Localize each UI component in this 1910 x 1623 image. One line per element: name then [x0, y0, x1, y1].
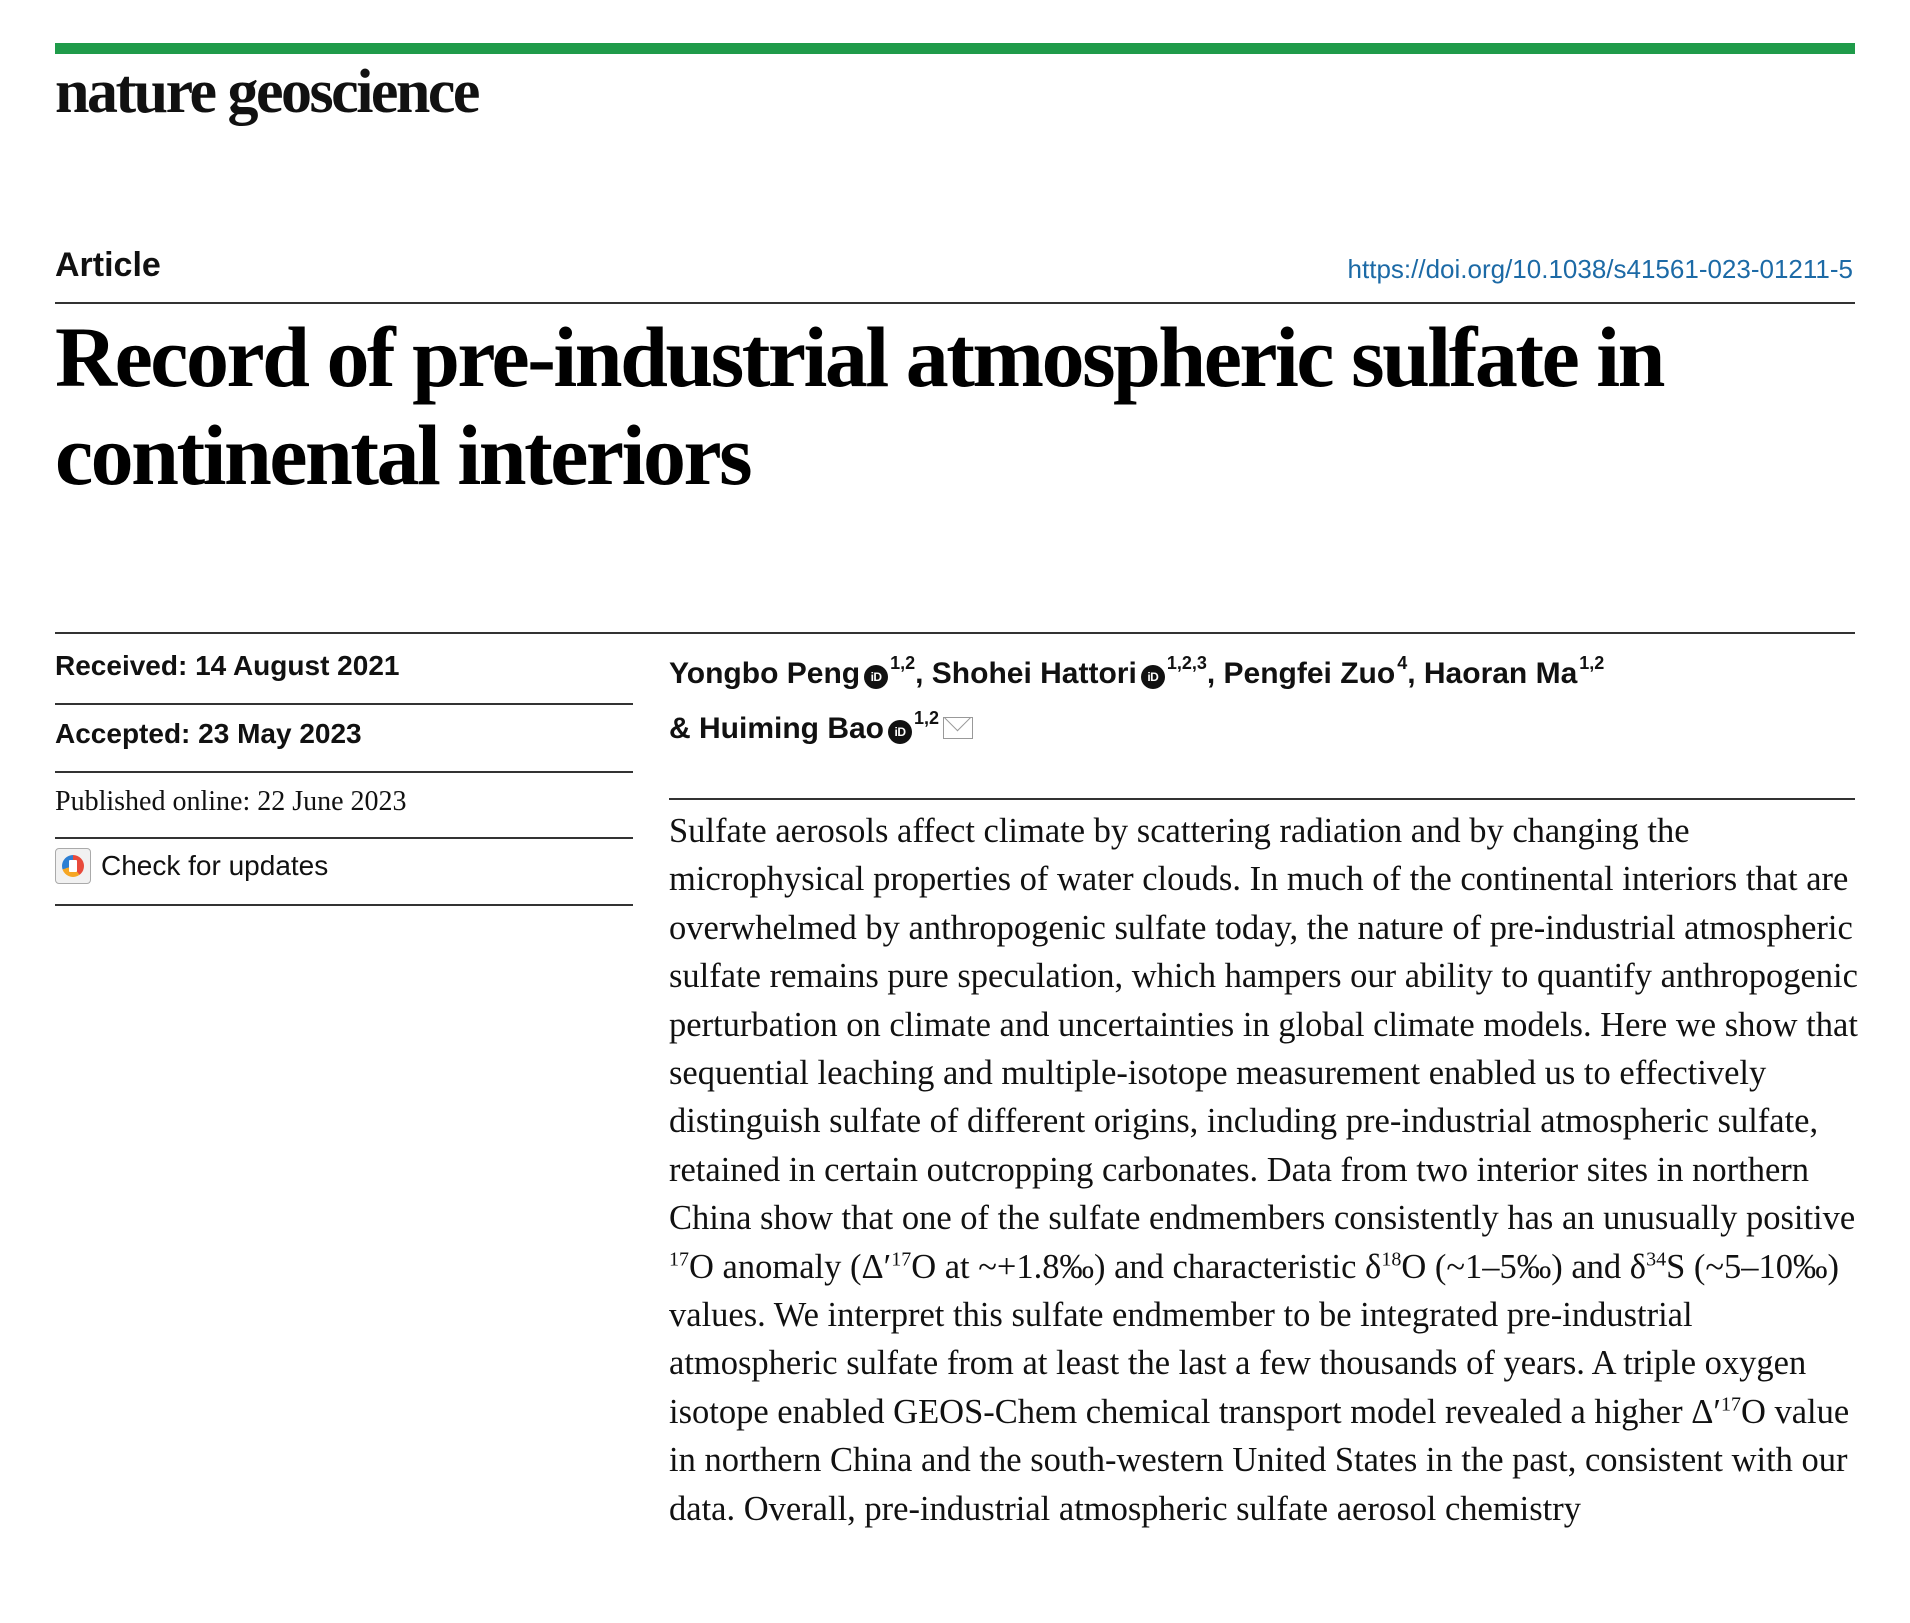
author-name[interactable]: Shohei Hattori [931, 657, 1137, 690]
author-name[interactable]: Yongbo Peng [669, 657, 861, 690]
email-icon[interactable] [943, 717, 973, 739]
journal-logo[interactable]: nature geoscience [55, 58, 478, 126]
date-divider [55, 837, 633, 839]
check-for-updates-icon [55, 848, 91, 884]
abstract-divider [669, 798, 1855, 800]
author-affiliations[interactable]: 1,2 [914, 708, 940, 728]
received-date [55, 650, 399, 682]
author-affiliations[interactable]: 1,2,3 [1166, 653, 1207, 673]
article-type: Article [55, 246, 161, 284]
author-affiliations[interactable]: 4 [1397, 653, 1408, 673]
doi-link[interactable]: https://doi.org/10.1038/s41561-023-01211-5 [1347, 254, 1853, 284]
author-entry: Shohei Hattori iD$^{1,2,3}$, [931, 653, 1224, 690]
accepted-value: 23 May 2023 [198, 718, 362, 749]
published-date [55, 786, 407, 818]
author-entry: Yongbo Peng iD$^{1,2}$, [669, 653, 932, 690]
author-entry [1423, 653, 1605, 690]
author-list [669, 641, 1819, 751]
abstract-text: Sulfate aerosols affect climate by scattering radiation and by changing the microphysical properties of water clouds. In much of the continental interiors that are overwhelmed by anthropogenic sulfate today, the nature of pre-industrial atmospheric sulfate remains pure speculation, which hampers our ability to quantify anthropogenic perturbation on climate and uncertainties in global climate models. Here we show that sequential leaching and multiple-isotope measurement enabled us to effectively distinguish sulfate of different origins, including pre-industrial atmospheric sulfate, retained in certain outcropping carbonates. Data from two interior sites in northern China show that one of the sulfate endmembers consistently has an unusually positive $^{17}$O anomaly ($\Delta'^{17}O$ at ~+1.8‰) and characteristic $\delta^{18}O$ (~1–5‰) and $\delta^{34}S$ (~5–10‰) values. We interpret this sulfate endmember to be integrated pre-industrial atmospheric sulfate from at least the last a few thousands of years. A triple oxygen isotope enabled GEOS-Chem chemical transport model revealed a higher $\Delta'^{17}O$ value in northern China and the south-western United States in the past, consistent with our data. Overall, pre-industrial atmospheric sulfate aerosol chemistry [669, 812, 1858, 1528]
published-label: Published online: [55, 786, 251, 817]
updates-divider [55, 904, 633, 906]
author-name[interactable]: Haoran Ma [1423, 657, 1578, 690]
date-divider [55, 703, 633, 705]
author-name[interactable]: Pengfei Zuo [1223, 657, 1396, 690]
author-affiliations[interactable]: 1,2 [890, 653, 916, 673]
author-name[interactable]: Huiming Bao [699, 712, 884, 745]
date-divider [55, 771, 633, 773]
orcid-icon[interactable]: iD [864, 665, 888, 689]
author-entry: Pengfei Zuo $^4$, [1223, 653, 1424, 690]
received-value: 14 August 2021 [195, 650, 400, 681]
accepted-label: Accepted: [55, 718, 191, 749]
header-divider [55, 302, 1855, 304]
orcid-icon[interactable]: iD [1141, 665, 1165, 689]
received-label: Received: [55, 650, 188, 681]
orcid-icon[interactable]: iD [888, 720, 912, 744]
article-title: Record of pre-industrial atmospheric sulfate in continental interiors [55, 309, 1663, 503]
meta-divider [55, 632, 1855, 634]
check-for-updates-label: Check for updates [101, 850, 329, 881]
accepted-date [55, 718, 362, 750]
check-for-updates-button[interactable] [55, 848, 328, 884]
author-affiliations[interactable]: 1,2 [1579, 653, 1605, 673]
published-value: 22 June 2023 [257, 786, 407, 817]
journal-accent-bar [55, 43, 1855, 54]
author-entry: & Huiming Bao iD$^{1,2}$ [669, 712, 973, 745]
